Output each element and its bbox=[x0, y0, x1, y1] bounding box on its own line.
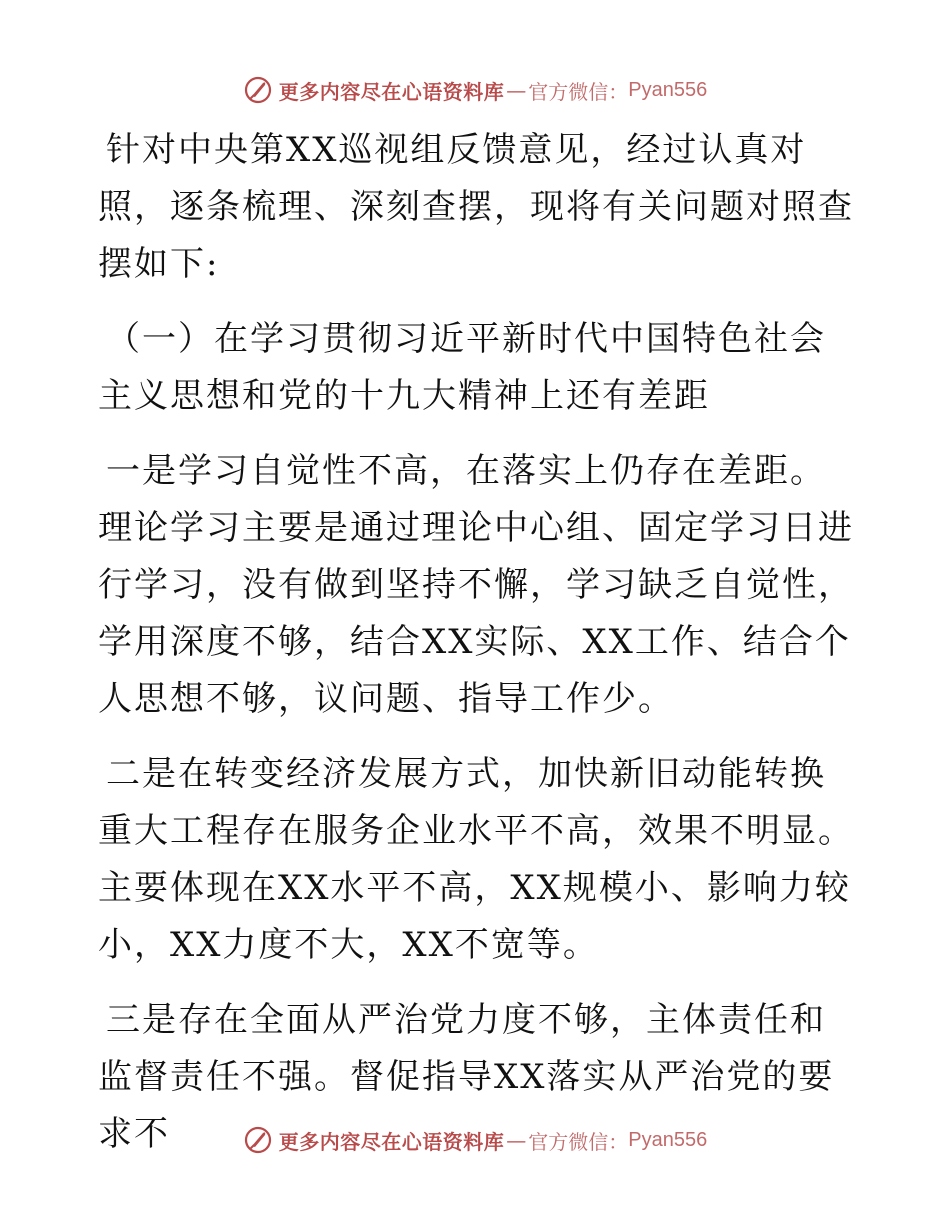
feather-pen-logo-icon bbox=[243, 75, 273, 105]
banner-brand-text: 更多内容尽在心语资料库 bbox=[278, 1129, 505, 1154]
footer-watermark-banner bbox=[0, 1120, 950, 1160]
banner-wechat-id: Pyan556 bbox=[628, 1128, 708, 1151]
point-3-paragraph: 三是存在全面从严治党力度不够，主体责任和监督责任不强。督促指导XX落实从严治党的要求不 bbox=[98, 1000, 835, 1154]
point-2-paragraph: 二是在转变经济发展方式，加快新旧动能转换重大工程存在服务企业水平不高，效果不明显。主要体现在XX水平不高，XX规模小、影响力较小，XX力度不大，XX不宽等。 bbox=[98, 754, 854, 965]
banner-brand-text: 更多内容尽在心语资料库 bbox=[278, 79, 505, 104]
banner-contact-label: 官方微信： bbox=[528, 1129, 629, 1154]
intro-paragraph: 针对中央第XX巡视组反馈意见，经过认真对照，逐条梳理、深刻查摆，现将有关问题对照查摆如下: bbox=[98, 130, 854, 284]
banner-contact-label: 官方微信： bbox=[528, 79, 629, 104]
feather-pen-logo-icon bbox=[243, 1125, 273, 1155]
banner-dash: — bbox=[506, 78, 527, 102]
document-body bbox=[98, 122, 858, 1181]
banner-dash: — bbox=[506, 1128, 527, 1152]
banner-wechat-id: Pyan556 bbox=[628, 78, 708, 101]
header-watermark-banner bbox=[0, 70, 950, 110]
point-1-paragraph: 一是学习自觉性不高，在落实上仍存在差距。理论学习主要是通过理论中心组、固定学习日进行学习，没有做到坚持不懈，学习缺乏自觉性，学用深度不够，结合XX实际、XX工作、结合个人思想不够，议问题、指导工作少。 bbox=[98, 451, 854, 719]
section-heading-1: （一）在学习贯彻习近平新时代中国特色社会主义思想和党的十九大精神上还有差距 bbox=[98, 319, 826, 416]
